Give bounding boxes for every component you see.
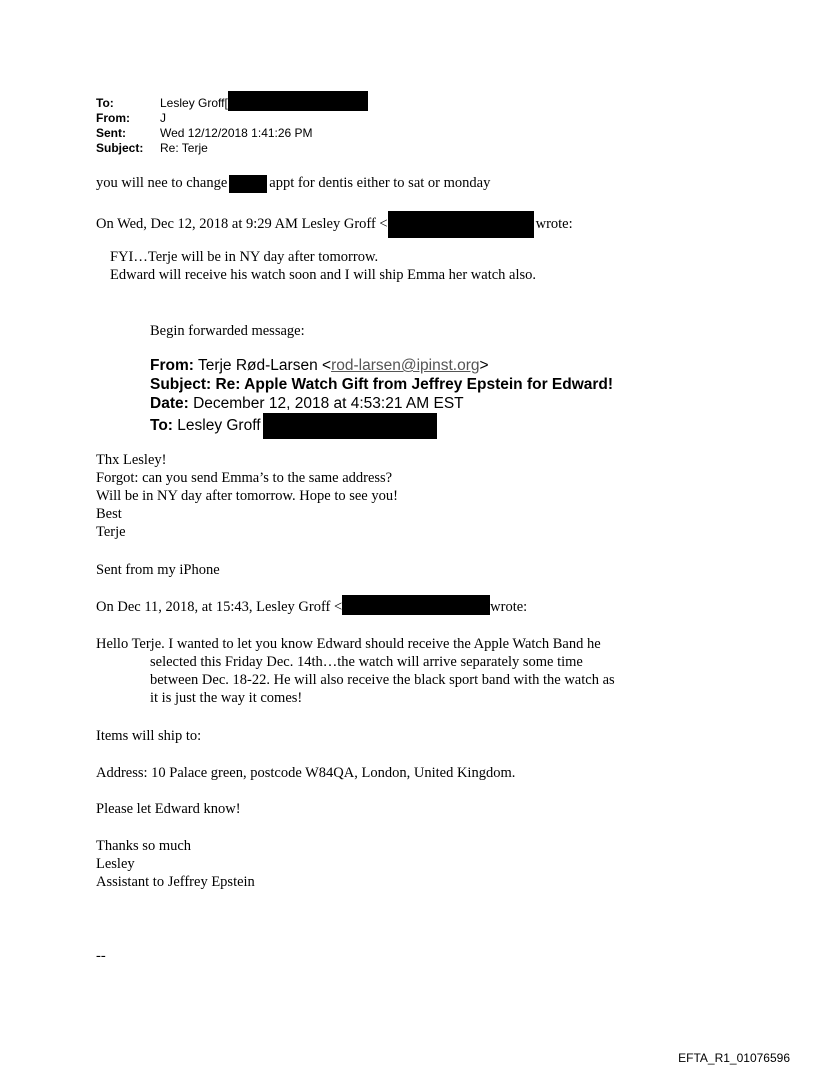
from-value: J <box>160 111 166 125</box>
message-line: Lesley <box>96 856 135 872</box>
message-line: Hello Terje. I wanted to let you know Edward should receive the Apple Watch Band he <box>96 636 601 652</box>
sent-value: Wed 12/12/2018 1:41:26 PM <box>160 126 313 140</box>
message-line: Terje <box>96 524 126 540</box>
message-line: Please let Edward know! <box>96 801 241 817</box>
forward-begin: Begin forwarded message: <box>150 323 305 339</box>
message-line: Thanks so much <box>96 838 192 854</box>
redaction-bar <box>342 595 490 615</box>
subject-value: Re: Terje <box>160 141 208 155</box>
to-value: Lesley Groff[ <box>160 96 368 111</box>
from-label: From: <box>96 111 130 125</box>
message-line: Thx Lesley! <box>96 452 167 468</box>
message-line: Assistant to Jeffrey Epstein <box>96 874 255 890</box>
signature-line: Sent from my iPhone <box>96 562 220 578</box>
forward-to: To: Lesley Groff <box>150 413 437 439</box>
quote-intro: On Dec 11, 2018, at 15:43, Lesley Groff < wrote: <box>96 598 527 616</box>
forward-date: Date: December 12, 2018 at 4:53:21 AM EST <box>150 395 464 412</box>
message-line: Items will ship to: <box>96 728 202 744</box>
redaction-bar <box>388 211 534 238</box>
forward-subject: Subject: Re: Apple Watch Gift from Jeffrey Epstein for Edward! <box>150 376 614 393</box>
quote-line: Edward will receive his watch soon and I will ship Emma her watch also. <box>110 267 537 283</box>
message-line: between Dec. 18-22. He will also receive the black sport band with the watch as <box>150 672 615 688</box>
email-header <box>96 96 496 160</box>
quote-intro: On Wed, Dec 12, 2018 at 9:29 AM Lesley Groff < wrote: <box>96 211 573 238</box>
to-label: To: <box>96 96 114 110</box>
redaction-bar <box>263 413 437 439</box>
email-link[interactable]: rod-larsen@ipinst.org <box>331 357 480 374</box>
message-line: it is just the way it comes! <box>150 690 303 706</box>
message-line: Best <box>96 506 122 522</box>
sent-label: Sent: <box>96 126 126 140</box>
quote-line: FYI…Terje will be in NY day after tomorrow. <box>110 249 379 265</box>
forward-from: From: Terje Rød-Larsen <rod-larsen@ipinst.org> <box>150 357 489 374</box>
redaction-bar <box>229 175 267 193</box>
document-id: EFTA_R1_01076596 <box>678 1051 790 1065</box>
redaction-bar <box>228 91 368 111</box>
separator: -- <box>96 948 106 964</box>
message-line: selected this Friday Dec. 14th…the watch will arrive separately some time <box>150 654 583 670</box>
message-line: Forgot: can you send Emma’s to the same address? <box>96 470 393 486</box>
address-line: Address: 10 Palace green, postcode W84QA, London, United Kingdom. <box>96 765 516 781</box>
subject-label: Subject: <box>96 141 144 155</box>
reply-text: you will nee to change appt for dentis either to sat or monday <box>96 175 491 191</box>
message-line: Will be in NY day after tomorrow. Hope to see you! <box>96 488 398 504</box>
